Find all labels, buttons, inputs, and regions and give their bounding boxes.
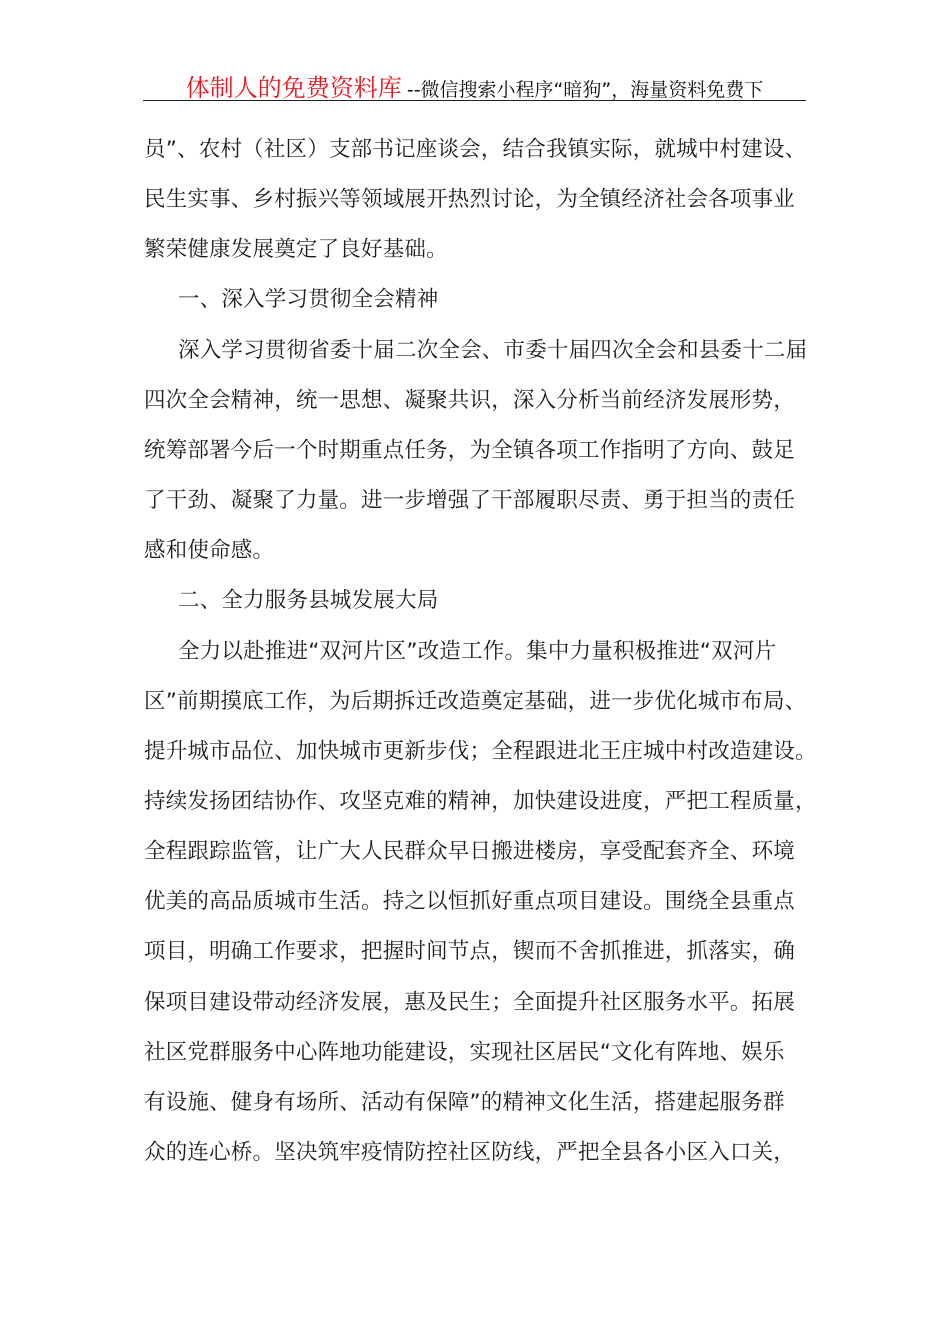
text-line: 二、全力服务县城发展大局 — [178, 588, 439, 614]
text-line: 众的连心桥。坚决筑牢疫情防控社区防线，严把全县各小区入口关， — [144, 1140, 796, 1165]
text-line: 深入学习贯彻省委十届二次全会、市委十届四次全会和县委十二届 — [178, 337, 808, 363]
text-line: 一、深入学习贯彻全会精神 — [178, 287, 439, 313]
header-brand: 体制人的免费资料库 — [185, 74, 402, 102]
text-line: 了干劲、凝聚了力量。进一步增强了干部履职尽责、勇于担当的责任 — [144, 488, 796, 514]
text-line: 全力以赴推进“双河片区”改造工作。集中力量积极推进“双河片 — [178, 638, 777, 664]
page-header — [143, 68, 806, 100]
text-line: 感和使命感。 — [144, 538, 275, 564]
text-line: 民生实事、乡村振兴等领域展开热烈讨论，为全镇经济社会各项事业 — [144, 187, 796, 213]
text-line: 繁荣健康发展奠定了良好基础。 — [144, 237, 448, 263]
text-line: 提升城市品位、加快城市更新步伐；全程跟进北王庄城中村改造建设。 — [144, 738, 817, 764]
text-line: 四次全会精神，统一思想、凝聚共识，深入分析当前经济发展形势， — [144, 387, 796, 413]
text-line: 区”前期摸底工作，为后期拆迁改造奠定基础，进一步优化城市布局、 — [144, 688, 807, 714]
text-line: 持续发扬团结协作、攻坚克难的精神，加快建设进度，严把工程质量， — [144, 788, 817, 814]
header-slogan: --微信搜索小程序“暗狗”，海量资料免费下 — [406, 79, 764, 101]
text-line: 有设施、健身有场所、活动有保障”的精神文化生活，搭建起服务群 — [144, 1089, 785, 1115]
text-line: 员”、农村（社区）支部书记座谈会，结合我镇实际，就城中村建设、 — [144, 137, 807, 162]
header-divider — [143, 100, 806, 101]
text-line: 社区党群服务中心阵地功能建设，实现社区居民“文化有阵地、娱乐 — [144, 1039, 785, 1065]
text-line: 全程跟踪监管，让广大人民群众早日搬进楼房，享受配套齐全、环境 — [144, 839, 796, 865]
text-line: 统筹部署今后一个时期重点任务，为全镇各项工作指明了方向、鼓足 — [144, 437, 796, 463]
text-line: 项目，明确工作要求，把握时间节点，锲而不舍抓推进，抓落实，确 — [144, 939, 796, 965]
text-line: 优美的高品质城市生活。持之以恒抓好重点项目建设。围绕全县重点 — [144, 889, 796, 915]
text-line: 保项目建设带动经济发展，惠及民生；全面提升社区服务水平。拓展 — [144, 989, 796, 1015]
